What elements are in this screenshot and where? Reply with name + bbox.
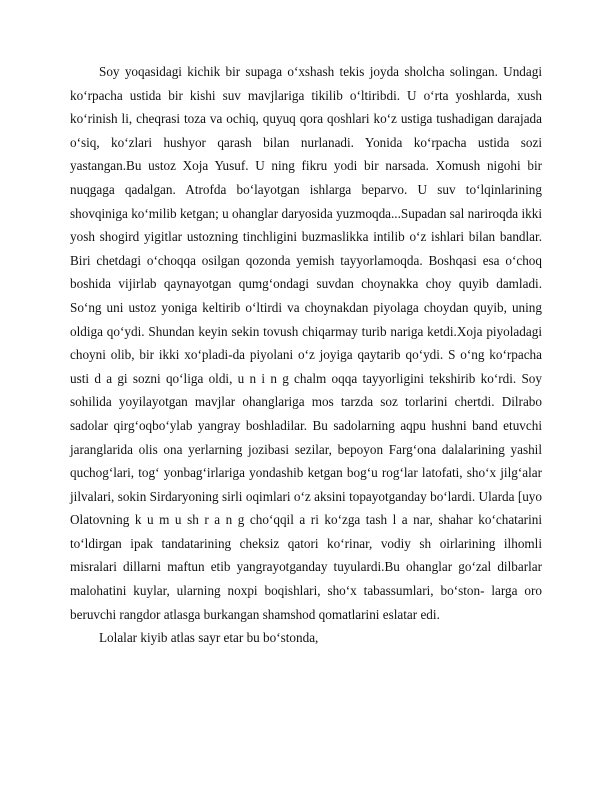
verse-line: Lolalar kiyib atlas sayr etar bu boʻstonda, [99, 630, 319, 646]
paragraph: Soy yoqasidagi kichik bir supaga oʻxshash tekis joyda sholcha solingan. Undagi koʻrpacha ustida bir kishi suv mavjlariga tikilib oʻltiribdi. U oʻrta yoshlarda, xush koʻrinish li, cheqrasi toza va ochiq, quyuq qora qoshlari koʻz ustiga tushadigan darajada oʻsiq, koʻzlari hushyor qarash bilan nurlanadi. Yonida koʻrpacha ustida sozi yastangan.Bu ustoz Xoja Yusuf. U ning fikru yodi bir narsada. Xomush nigohi bir nuqgaga qadalgan. Atrofda boʻlayotgan ishlarga beparvo. U suv toʻlqinlarining shovqiniga koʻmilib ketgan; u ohanglar daryosida yuzmoqda...Supadan sal nariroqda ikki yosh shogird yigitlar ustozning tinchligini buzmaslikka intilib oʻz ishlari bilan bandlar. Biri chetdagi oʻchoqqa osilgan qozonda yemish tayyorlamoqda. Boshqasi esa oʻchoq boshida vijirlab qaynayotgan qumgʻondagi suvdan choynakka choy quyib damladi. Soʻng uni ustoz yoniga keltirib oʻltirdi va choynakdan piyolaga choydan quyib, uning oldiga qoʻydi. Shundan keyin sekin tovush chiqarmay turib nariga ketdi.Xoja piyoladagi choyni olib, bir ikki xoʻpladi-da piyolani oʻz joyiga qaytarib qoʻydi. S oʻng koʻrpacha usti d a gi sozni qoʻliga oldi, u n i n g chalm oqqa tayyorligini tekshirib koʻrdi. Soy sohilida yoyilayotgan mavjlar ohanglariga mos tarzda soz torlarini chertdi. Dilrabo sadolar qirgʻoqboʻylab yangray boshladilar. Bu sadolarning aqpu hushni band etuvchi jaranglarida olis ona yerlarning jozibasi sezilar, bepoyon Fargʻona dalalarining yashil quchogʻlari, togʻ yonbagʻirlariga yondashib ketgan bogʻu rogʻlar latofati, shoʻx jilgʻalar jilvalari, sokin Sirdaryoning sirli oqimlari oʻz aksini topayotganday boʻlardi. Ularda [uyo Olatovning k u m u sh r a n g choʻqqil a ri koʻzga tash l a nar, shahar koʻchatarini toʻldirgan ipak tandatarining cheksiz qatori koʻrinar, vodiy sh oirlarining ilhomli misralari dillarni maftun etib yangrayotganday tuyulardi.Bu ohanglar goʻzal dilbarlar malohatini kuylar, ularning noxpi boqishlari, shoʻx tabassumlari, boʻston- larga oro beruvchi rangdor atlasga burkangan shamshod qomatlarini eslatar edi. [70, 64, 542, 622]
body-text [70, 60, 542, 650]
